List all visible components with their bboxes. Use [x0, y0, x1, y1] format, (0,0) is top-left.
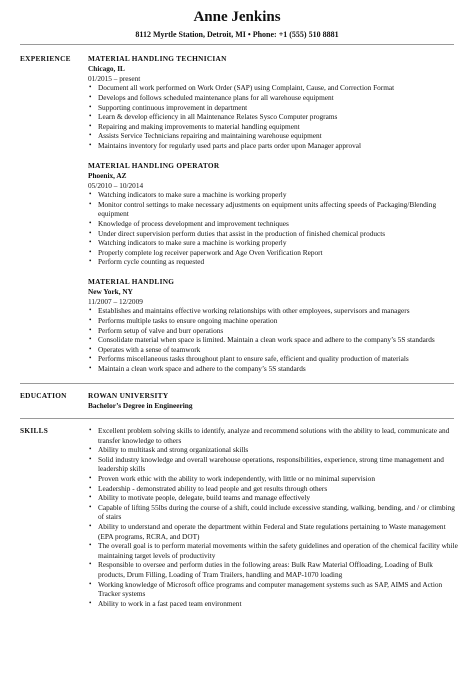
school-name: ROWAN UNIVERSITY	[88, 391, 169, 400]
bullet-icon: •	[89, 247, 92, 256]
job-title: MATERIAL HANDLING TECHNICIAN	[88, 54, 227, 63]
job-bullet: • Perform cycle counting as requested	[89, 257, 205, 267]
job-bullet: • Document all work performed on Work Order (SAP) using Complaint, Cause, and Correction Format	[89, 83, 395, 93]
job-bullet: • Maintain a clean work space and adhere to the company’s 5S standards	[89, 363, 306, 373]
job-bullet: • Maintains inventory for regularly used parts and place parts order upon Manager approval	[89, 141, 362, 151]
contact-line: 8112 Myrtle Station, Detroit, MI • Phone: +1 (555) 510 8881	[135, 30, 339, 39]
job-entry	[88, 54, 458, 151]
section-divider	[20, 383, 454, 384]
job-bullet: • Watching indicators to make sure a machine is working properly	[89, 190, 287, 200]
bullet-icon: •	[89, 93, 92, 102]
bullet-icon: •	[89, 218, 92, 227]
job-entry	[88, 161, 458, 267]
bullet-icon: •	[89, 131, 92, 140]
skills-heading: SKILLS	[20, 426, 49, 435]
skill-item: • Excellent problem solving skills to identify, analyze and recommend solutions with the ability to lead, communicate and transfer knowledge to others	[89, 426, 450, 445]
job-dates: 11/2007 – 12/2009	[88, 296, 143, 306]
bullet-icon: •	[89, 83, 92, 92]
job-bullet: • Properly complete log receiver paperwork and Age Oven Verification Report	[89, 247, 323, 257]
job-bullet: • Assists Service Technicians repairing and maintaining warehouse equipment	[89, 131, 322, 141]
bullet-icon: •	[89, 228, 92, 237]
candidate-name: Anne Jenkins	[193, 9, 281, 25]
bullet-icon: •	[89, 473, 92, 482]
job-dates: 05/2010 – 10/2014	[88, 180, 144, 190]
job-location: Phoenix, AZ	[88, 170, 127, 180]
bullet-icon: •	[89, 426, 92, 434]
job-bullets	[88, 190, 458, 267]
bullet-icon: •	[89, 560, 92, 569]
experience-heading: EXPERIENCE	[20, 54, 71, 63]
bullet-icon: •	[89, 344, 92, 353]
bullet-icon: •	[89, 579, 92, 588]
job-bullet: • Supporting continuous improvement in department	[89, 102, 248, 112]
skill-item: • Working knowledge of Microsoft office programs and computer management systems such as SAP, AIMS and Action Tracker systems	[89, 579, 443, 599]
job-location: Chicago, IL	[88, 64, 125, 74]
skill-item: • Leadership - demonstrated ability to lead people and get results through others	[89, 483, 328, 493]
skills-list	[88, 426, 458, 608]
job-bullet: • Under direct supervision perform duties that assist in the production of finished chemical products	[89, 228, 386, 238]
job-bullet: • Performs multiple tasks to ensure ongoing machine operation	[89, 315, 278, 325]
degree: Bachelor’s Degree in Engineering	[88, 401, 193, 411]
bullet-icon: •	[89, 121, 92, 130]
education-section	[20, 391, 458, 411]
bullet-icon: •	[89, 454, 92, 463]
bullet-icon: •	[89, 306, 92, 315]
bullet-icon: •	[89, 325, 92, 334]
experience-body	[88, 54, 458, 374]
job-location: New York, NY	[88, 287, 133, 297]
job-title: MATERIAL HANDLING	[88, 276, 175, 286]
job-bullets	[88, 306, 458, 373]
job-bullet: • Develops and follows scheduled maintenance plans for all warehouse equipment	[89, 93, 334, 103]
skills-body	[88, 426, 458, 608]
bullet-icon: •	[89, 335, 92, 344]
skill-item: • Ability to motivate people, delegate, build teams and manage effectively	[89, 493, 311, 503]
bullet-icon: •	[89, 363, 92, 372]
job-dates: 01/2015 – present	[88, 73, 141, 83]
job-bullet: • Establishes and maintains effective working relationships with other employees, supervisors and managers	[89, 306, 410, 316]
job-bullet: • Watching indicators to make sure a machine is working properly	[89, 238, 287, 248]
resume-header	[0, 0, 474, 40]
skill-item: • Proven work ethic with the ability to work independently, with little or no minimal supervision	[89, 473, 375, 483]
bullet-icon: •	[89, 112, 92, 121]
bullet-icon: •	[89, 483, 92, 492]
skills-section	[20, 426, 458, 608]
skill-item: • Capable of lifting 55lbs during the course of a shift, could include excessive standing, walking, bending, and / or climbing of stairs	[89, 502, 455, 522]
skill-item: • The overall goal is to perform material movements within the safety guidelines and operation of the chemical facility while maintaining target levels of productivity	[89, 541, 458, 560]
job-bullet: • Consolidate material when space is limited. Maintain a clean work space and adhere to the company’s 5S standards	[89, 335, 435, 345]
experience-section	[20, 54, 458, 374]
bullet-icon: •	[89, 598, 92, 607]
skill-item: • Ability to multitask and strong organizational skills	[89, 445, 249, 455]
skill-item: • Responsible to oversee and perform duties in the following areas: Bulk Raw Material Offloading, Loading of Bulk products, Drum Filling, Loading of Tram Trailers, handling and MAP-1070 loading	[89, 560, 433, 579]
bullet-icon: •	[89, 257, 92, 266]
education-body	[88, 391, 458, 411]
bullet-icon: •	[89, 502, 92, 511]
job-bullet: • Perform setup of valve and burr operations	[89, 325, 224, 335]
bullet-icon: •	[89, 541, 92, 550]
bullet-icon: •	[89, 521, 92, 530]
bullet-icon: •	[89, 354, 92, 363]
bullet-icon: •	[89, 238, 92, 247]
skill-item: • Ability to work in a fast paced team environment	[89, 598, 242, 608]
job-title: MATERIAL HANDLING OPERATOR	[88, 160, 220, 170]
education-heading: EDUCATION	[20, 391, 67, 400]
job-bullet: • Performs miscellaneous tasks throughout plant to ensure safe, efficient and quality production of materials	[89, 354, 409, 364]
job-bullets	[88, 83, 458, 150]
bullet-icon: •	[89, 190, 92, 199]
bullet-icon: •	[89, 445, 92, 454]
job-bullet: • Repairing and making improvements to material handling equipment	[89, 121, 300, 131]
skill-item: • Ability to understand and operate the department within Federal and State regulations pertaining to Waste management (EPA programs, RCRA, and DOT)	[89, 521, 446, 541]
header-divider	[20, 44, 454, 45]
bullet-icon: •	[89, 141, 92, 150]
job-bullet: • Monitor control settings to make necessary adjustments on equipment units affecting speeds of Packaging/Blending equipment	[89, 199, 437, 219]
bullet-icon: •	[89, 102, 92, 111]
section-divider	[20, 418, 454, 419]
job-bullet: • Operates with a sense of teamwork	[89, 344, 201, 354]
bullet-icon: •	[89, 493, 92, 502]
job-bullet: • Learn & develop efficiency in all Maintenance Relates Sysco Computer programs	[89, 112, 338, 122]
skill-item: • Solid industry knowledge and overall warehouse operations, responsibilities, experience, strong time management and leadership skills	[89, 454, 444, 474]
job-bullet: • Knowledge of process development and improvement techniques	[89, 218, 289, 228]
bullet-icon: •	[89, 315, 92, 324]
job-entry	[88, 277, 458, 374]
bullet-icon: •	[89, 199, 92, 208]
